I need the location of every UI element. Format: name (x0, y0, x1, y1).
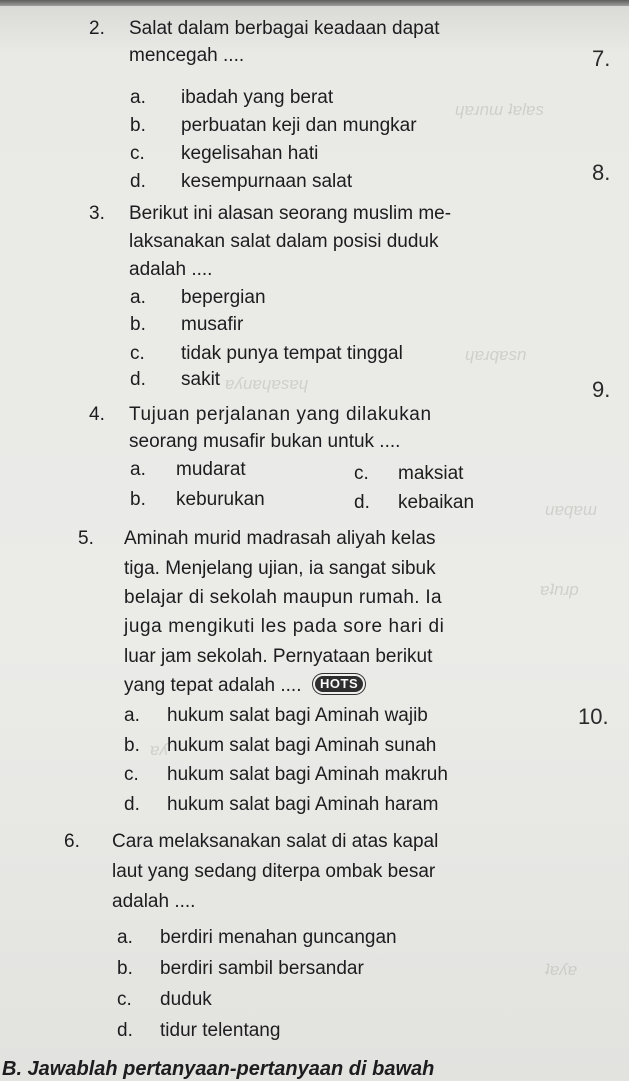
question-3-stem-line: adalah .... (129, 259, 213, 280)
question-2-stem-line: mencegah .... (129, 45, 245, 66)
question-5-stem-line: yang tepat adalah .... (124, 675, 302, 696)
option-letter[interactable]: a. (130, 87, 146, 108)
show-through-text: ɐʎ (150, 740, 168, 759)
option-letter[interactable]: b. (117, 958, 133, 979)
question-4-number: 4. (89, 404, 105, 425)
question-3-stem-line: laksanakan salat dalam posisi duduk (129, 231, 439, 252)
question-4-stem-line: Tujuan perjalanan yang dilakukan (129, 404, 432, 425)
show-through-text: ɥɐɹqɐsn (465, 345, 527, 364)
option-text[interactable]: ibadah yang berat (181, 87, 334, 108)
question-2-stem-line: Salat dalam berbagai keadaan dapat (129, 18, 440, 39)
option-letter[interactable]: c. (124, 764, 139, 785)
section-b-heading: B. Jawablah pertanyaan-pertanyaan di bawah (2, 1058, 435, 1080)
option-letter[interactable]: d. (130, 171, 146, 192)
option-letter[interactable]: c. (130, 343, 145, 364)
question-5-stem-line: luar jam sekolah. Pernyataan berikut (124, 646, 433, 667)
show-through-text: ɐʎuɐɥɐsɐɥ (225, 374, 309, 393)
option-text[interactable]: berdiri sambil bersandar (160, 958, 364, 979)
side-question-number: 10. (578, 704, 609, 729)
option-text[interactable]: perbuatan keji dan mungkar (181, 115, 417, 136)
side-question-number: 8. (592, 160, 611, 185)
option-letter[interactable]: a. (124, 705, 140, 726)
page-top-edge (0, 0, 629, 6)
option-letter[interactable]: a. (117, 927, 133, 948)
option-text[interactable]: hukum salat bagi Aminah haram (167, 794, 439, 815)
option-letter[interactable]: d. (354, 492, 370, 513)
option-text[interactable]: kebaikan (398, 492, 475, 513)
option-letter[interactable]: d. (124, 794, 140, 815)
option-text[interactable]: tidur telentang (160, 1020, 281, 1041)
option-letter[interactable]: a. (130, 287, 146, 308)
question-6-number: 6. (64, 831, 80, 852)
show-through-text: ɥɐɹnɯ ʇɐlɐs (455, 100, 544, 119)
hots-badge: HOTS (313, 674, 365, 694)
question-6-stem-line: laut yang sedang diterpa ombak besar (112, 861, 436, 882)
option-letter[interactable]: a. (130, 459, 146, 480)
option-letter[interactable]: c. (117, 989, 132, 1010)
question-6-stem-line: adalah .... (112, 891, 196, 912)
option-text[interactable]: musafir (181, 314, 244, 335)
option-letter[interactable]: b. (130, 115, 146, 136)
option-letter[interactable]: b. (124, 735, 140, 756)
question-3-stem-line: Berikut ini alasan seorang muslim me- (129, 203, 452, 224)
option-letter[interactable]: c. (130, 143, 145, 164)
option-text[interactable]: hukum salat bagi Aminah wajib (167, 705, 428, 726)
option-text[interactable]: duduk (160, 989, 212, 1010)
option-text[interactable]: hukum salat bagi Aminah sunah (167, 735, 437, 756)
question-6-stem-line: Cara melaksanakan salat di atas kapal (112, 831, 439, 852)
option-letter[interactable]: c. (354, 463, 369, 484)
option-text[interactable]: sakit (181, 369, 221, 390)
question-2-number: 2. (89, 18, 105, 39)
option-text[interactable]: kesempurnaan salat (181, 171, 353, 192)
question-5-stem-line: Aminah murid madrasah aliyah kelas (124, 528, 436, 549)
question-5-stem-line: belajar di sekolah maupun rumah. Ia (124, 587, 442, 608)
option-letter[interactable]: b. (130, 489, 146, 510)
show-through-text: ɐʇnɹp (540, 580, 579, 599)
option-text[interactable]: bepergian (181, 287, 266, 308)
show-through-text: uɐqɐɯ (545, 500, 597, 519)
option-text[interactable]: hukum salat bagi Aminah makruh (167, 764, 448, 785)
option-text[interactable]: keburukan (176, 489, 265, 510)
option-text[interactable]: berdiri menahan guncangan (160, 927, 397, 948)
option-letter[interactable]: b. (130, 314, 146, 335)
side-question-number: 7. (592, 46, 611, 71)
option-letter[interactable]: d. (117, 1020, 133, 1041)
question-3-number: 3. (89, 203, 105, 224)
show-through-text: ʇɐʎɐ (545, 960, 578, 979)
option-text[interactable]: kegelisahan hati (181, 143, 319, 164)
question-5-stem-line: tiga. Menjelang ujian, ia sangat sibuk (124, 558, 436, 579)
option-text[interactable]: mudarat (176, 459, 246, 480)
option-text[interactable]: tidak punya tempat tinggal (181, 343, 403, 364)
option-text[interactable]: maksiat (398, 463, 464, 484)
question-5-stem-line: juga mengikuti les pada sore hari di (124, 616, 445, 637)
question-4-stem-line: seorang musafir bukan untuk .... (129, 431, 401, 452)
side-question-number: 9. (592, 377, 611, 402)
question-5-number: 5. (78, 528, 94, 549)
option-letter[interactable]: d. (130, 369, 146, 390)
